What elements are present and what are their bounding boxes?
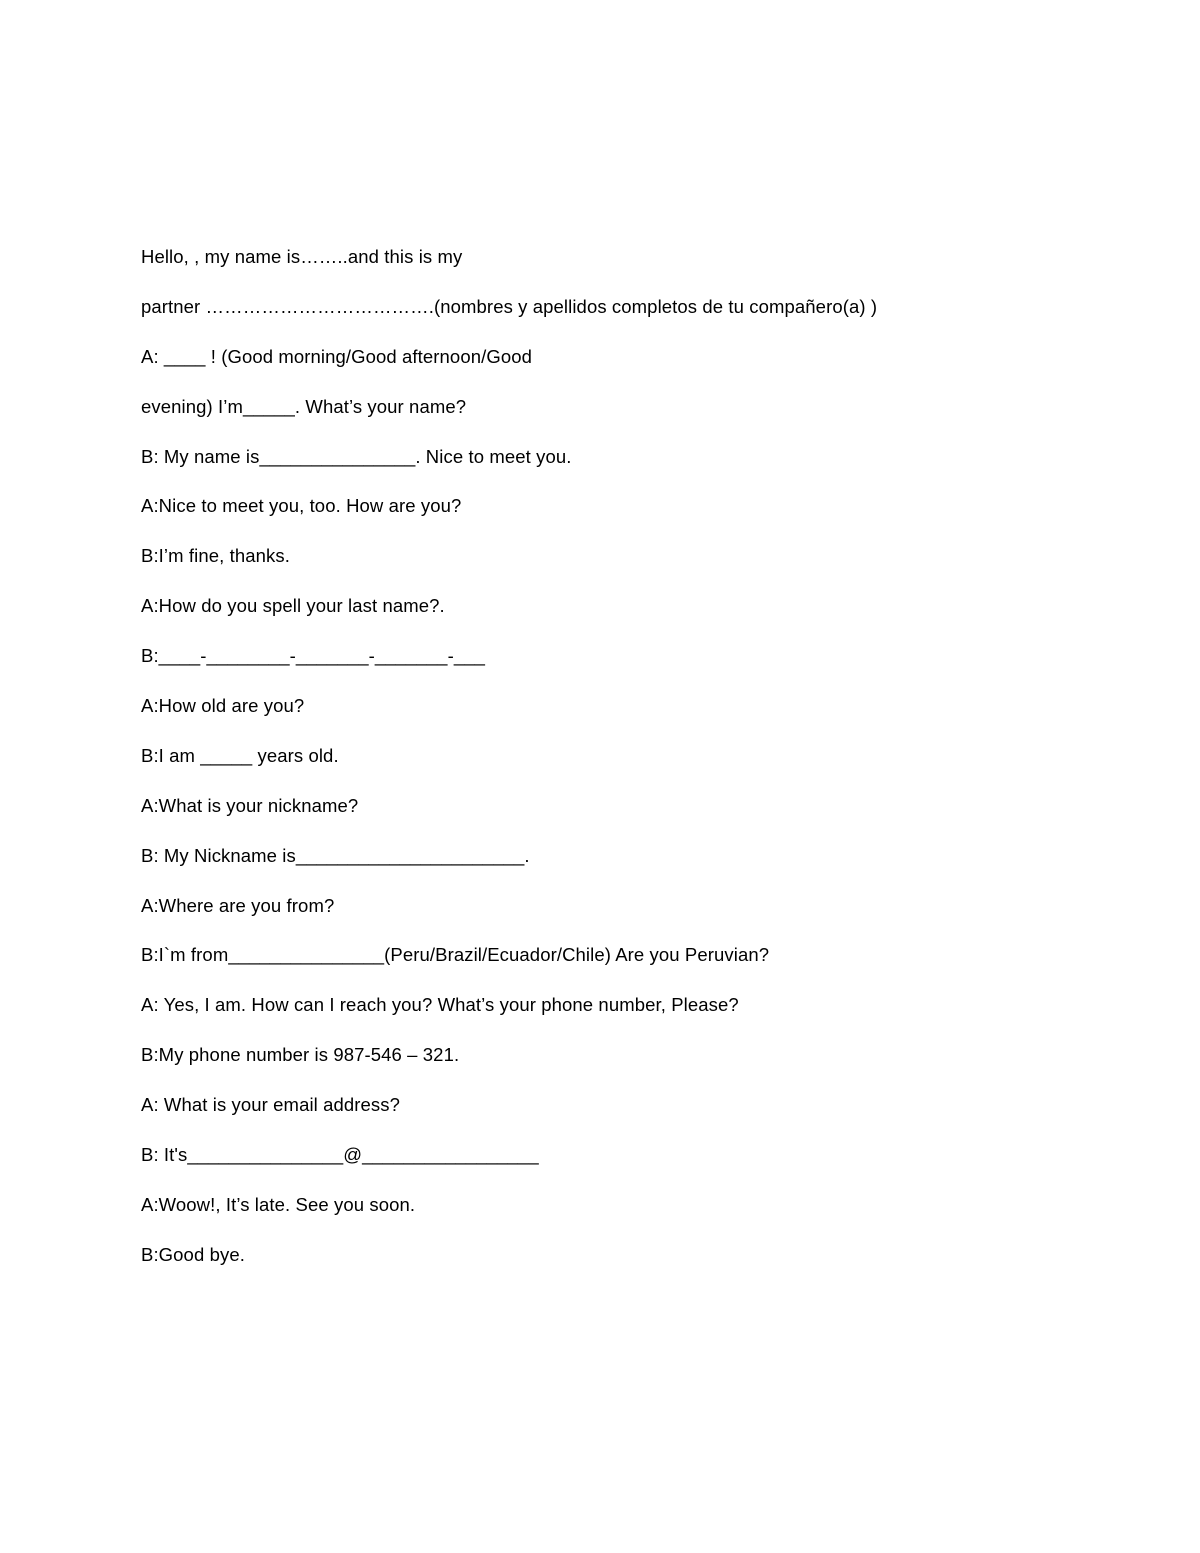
- dialogue-line: B:I’m fine, thanks.: [141, 545, 290, 567]
- dialogue-line: B:I`m from_______________(Peru/Brazil/Ecuador/Chile) Are you Peruvian?: [141, 944, 770, 966]
- dialogue-line: evening) I’m_____. What’s your name?: [141, 395, 467, 417]
- partner-line: partner ……………………………….(nombres y apellidos completos de tu compañero(a) ): [141, 295, 878, 317]
- dialogue-line: B: My Nickname is______________________.: [141, 844, 530, 866]
- dialogue-line: B: My name is_______________. Nice to meet you.: [141, 445, 572, 467]
- dialogue-line: A: What is your email address?: [141, 1094, 401, 1116]
- dialogue-line: A: Yes, I am. How can I reach you? What’s your phone number, Please?: [141, 994, 739, 1016]
- dialogue-line: A: ____ ! (Good morning/Good afternoon/Good: [141, 345, 532, 367]
- dialogue-line: A:How do you spell your last name?.: [141, 595, 445, 617]
- dialogue-line: B: It's_______________@_________________: [141, 1144, 539, 1166]
- dialogue-line: B:Good bye.: [141, 1243, 245, 1265]
- dialogue-line: A:Where are you from?: [141, 894, 335, 916]
- dialogue-text: [141, 242, 1101, 1290]
- dialogue-line: A:What is your nickname?: [141, 794, 359, 816]
- dialogue-line: B:I am _____ years old.: [141, 744, 339, 766]
- dialogue-line: A:How old are you?: [141, 695, 305, 717]
- dialogue-line: B:____-________-_______-_______-___: [141, 645, 485, 667]
- intro-line: Hello, , my name is……..and this is my: [141, 246, 463, 267]
- dialogue-line: A:Woow!, It’s late. See you soon.: [141, 1193, 416, 1215]
- dialogue-line: B:My phone number is 987-546 – 321.: [141, 1044, 460, 1066]
- dialogue-line: A:Nice to meet you, too. How are you?: [141, 495, 462, 517]
